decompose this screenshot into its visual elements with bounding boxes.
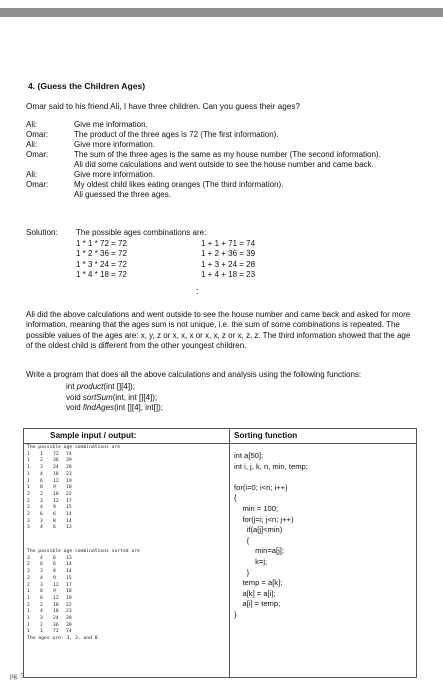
console-row <box>27 576 140 583</box>
combination-row <box>76 260 316 270</box>
console-cell: 8 <box>40 485 43 491</box>
console-row <box>27 556 140 563</box>
console-cell: 12 <box>53 595 59 601</box>
console-cell: 1 <box>40 451 43 457</box>
return-type: int <box>66 382 75 391</box>
combinations-intro: The possible ages combinations are: <box>76 228 207 237</box>
speaker: Ali: <box>26 170 38 179</box>
console-cell: 2 <box>40 622 43 628</box>
console-row <box>27 603 140 610</box>
console-cell: 18 <box>66 485 72 491</box>
sum-expression: 1 + 3 + 24 = 28 <box>201 259 256 269</box>
dialogue-row <box>26 120 426 130</box>
console-cell: 6 <box>53 562 56 568</box>
code-line: } <box>234 609 237 619</box>
dialogue-line: Give me information. <box>74 120 148 129</box>
header-divider <box>24 443 416 444</box>
column-divider <box>229 429 230 677</box>
console-cell: 1 <box>27 622 30 628</box>
ellipsis-mark: : <box>196 286 199 296</box>
console-cell: 9 <box>53 485 56 491</box>
speaker: Ali: <box>26 140 38 149</box>
console-cell: 17 <box>66 498 72 504</box>
console-cell: 18 <box>66 589 72 595</box>
console-cell: 2 <box>40 602 43 608</box>
dialogue-line: The sum of the three ages is the same as my house number (The second information). <box>74 150 381 159</box>
console-row <box>27 492 120 499</box>
console-cell: 15 <box>66 505 72 511</box>
dialogue-row <box>26 130 426 140</box>
console-cell: 1 <box>27 595 30 601</box>
speaker <box>26 160 74 170</box>
code-line: k=j; <box>234 556 268 566</box>
console-result: The ages are: 3, 3, and 8 <box>27 636 98 642</box>
console-row <box>27 525 120 532</box>
console-cell: 2 <box>27 602 30 608</box>
console-cell: 2 <box>27 575 30 581</box>
code-line: for(j=i; j<n; j++) <box>234 514 294 524</box>
task-statement: Write a program that does all the above calculations and analysis using the following functions: <box>26 370 362 379</box>
console-cell: 3 <box>40 465 43 471</box>
console-cell: 1 <box>27 609 30 615</box>
console-cell: 2 <box>27 498 30 504</box>
console-cell: 3 <box>40 616 43 622</box>
console-cell: 1 <box>27 465 30 471</box>
console-cell: 2 <box>27 582 30 588</box>
function-name: findAges <box>82 403 115 412</box>
console-row <box>27 616 140 623</box>
code-line: a[i] = temp; <box>234 599 281 609</box>
explanation-paragraph: Ali did the above calculations and went outside to see the house number and came back and asked for more information, meaning that the ages sum is not unique, i.e. the sum of some combinations is repeated. The possible values of the ages are: x, y, z or x, x, x or x, x, z or x, z, z. The third information showed that the age of the oldest child is different from the other youngest children. <box>26 310 411 351</box>
code-line: int i, j, k, n, min, temp; <box>234 461 308 471</box>
dialogue-row <box>26 150 426 160</box>
function-args: (int [][4], int[]); <box>114 403 163 412</box>
console-cell: 8 <box>53 518 56 524</box>
dialogue-line: Give more information. <box>74 170 155 179</box>
sorting-function-header: Sorting function <box>234 431 298 440</box>
console-cell: 4 <box>40 575 43 581</box>
console-cell: 4 <box>40 609 43 615</box>
console-cell: 2 <box>27 562 30 568</box>
console-cell: 1 <box>27 589 30 595</box>
dialogue-line: The product of the three ages is 72 (The first information). <box>74 130 279 139</box>
console-cell: 14 <box>66 512 72 518</box>
console-cell: 72 <box>53 629 59 635</box>
speaker: Omar: <box>26 180 49 189</box>
sum-expression: 1 + 1 + 71 = 74 <box>201 239 256 249</box>
function-prototype <box>66 393 163 404</box>
code-line: min=a[j]; <box>234 546 285 556</box>
console-cell: 6 <box>53 555 56 561</box>
dialogue <box>26 120 426 200</box>
console-cell: 12 <box>53 498 59 504</box>
console-cell: 72 <box>53 451 59 457</box>
code-line: temp = a[k]; <box>234 578 283 588</box>
console-row <box>27 472 120 479</box>
code-line: { <box>234 493 237 503</box>
speaker <box>26 190 74 200</box>
speaker: Omar: <box>26 130 49 139</box>
console-cell: 74 <box>66 629 72 635</box>
console-cell: 3 <box>27 525 30 531</box>
console-cell: 2 <box>27 491 30 497</box>
console-cell: 9 <box>53 589 56 595</box>
console-cell: 8 <box>40 589 43 595</box>
code-line: a[k] = a[i]; <box>234 588 276 598</box>
console-row <box>27 562 140 569</box>
top-rule <box>0 8 443 17</box>
function-prototype <box>66 403 163 414</box>
console-cell: 6 <box>40 478 43 484</box>
console-cell: 14 <box>66 562 72 568</box>
code-line: int a[50]; <box>234 451 264 460</box>
console-row <box>27 609 140 616</box>
console-cell: 8 <box>53 569 56 575</box>
console-cell: 13 <box>66 555 72 561</box>
speaker: Omar: <box>26 150 49 159</box>
console-cell: 12 <box>53 478 59 484</box>
sample-io-table <box>23 428 417 678</box>
console-cell: 19 <box>66 595 72 601</box>
function-name: sortSum <box>82 392 113 402</box>
function-prototype <box>66 382 163 393</box>
console-cell: 2 <box>27 512 30 518</box>
console-cell: 28 <box>66 465 72 471</box>
speaker: Ali: <box>26 120 38 129</box>
console-cell: 12 <box>53 582 59 588</box>
console-cell: 23 <box>66 471 72 477</box>
console-row <box>27 583 140 590</box>
product-expression: 1 * 4 * 18 = 72 <box>76 269 127 279</box>
console-row <box>27 569 140 576</box>
dialogue-row <box>26 180 426 190</box>
product-expression: 1 * 1 * 72 = 72 <box>76 239 127 249</box>
console-cell: 1 <box>27 478 30 484</box>
problem-intro: Omar said to his friend Ali, I have three children. Can you guess their ages? <box>26 102 300 111</box>
console-cell: 23 <box>66 609 72 615</box>
function-args: (int [][4]); <box>103 382 135 391</box>
console-cell: 1 <box>27 471 30 477</box>
console-row <box>27 596 140 603</box>
sorting-code <box>234 451 308 621</box>
function-prototypes <box>66 382 163 414</box>
console-cell: 1 <box>40 629 43 635</box>
dialogue-row <box>26 190 426 200</box>
console-cell: 1 <box>27 485 30 491</box>
console-row <box>27 465 120 472</box>
console-cell: 6 <box>53 525 56 531</box>
code-line: for(i=0; i<n; i++) <box>234 482 288 492</box>
code-line: if(a[j]<min) <box>234 525 283 535</box>
console-cell: 2 <box>40 491 43 497</box>
console-cell: 18 <box>53 491 59 497</box>
sample-io-header: Sample input / output: <box>50 431 137 440</box>
dialogue-line: Ali did some calculations and went outside to see the house number and came back. <box>74 160 374 169</box>
console-cell: 28 <box>66 616 72 622</box>
console-cell: 1 <box>27 616 30 622</box>
console-cell: 18 <box>53 609 59 615</box>
console-cell: 3 <box>40 518 43 524</box>
combination-row <box>76 249 316 259</box>
console-cell: 6 <box>40 595 43 601</box>
console-cell: 36 <box>53 458 59 464</box>
console-row <box>27 485 120 492</box>
console-cell: 3 <box>27 555 30 561</box>
dialogue-line: Ali guessed the three ages. <box>74 190 171 199</box>
function-args: (int, int [][4]); <box>112 392 158 402</box>
product-expression: 1 * 2 * 36 = 72 <box>76 249 127 259</box>
console-cell: 39 <box>66 458 72 464</box>
code-line <box>234 472 308 483</box>
console-cell: 6 <box>53 512 56 518</box>
console-cell: 13 <box>66 525 72 531</box>
console-cell: 2 <box>40 458 43 464</box>
combination-row <box>76 270 316 280</box>
console-cell: 14 <box>66 518 72 524</box>
console-cell: 4 <box>40 555 43 561</box>
code-line: min = 100; <box>234 503 279 513</box>
console-cell: 15 <box>66 575 72 581</box>
console-cell: 36 <box>53 622 59 628</box>
console-cell: 1 <box>27 629 30 635</box>
console-cell: 24 <box>53 465 59 471</box>
function-name: product <box>76 382 104 391</box>
console-output-1 <box>27 445 120 532</box>
console-cell: 6 <box>40 512 43 518</box>
page-number: pg. 5 <box>10 672 24 680</box>
console-cell: 4 <box>40 471 43 477</box>
solution-label: Solution: <box>26 228 58 237</box>
console-row <box>27 623 140 630</box>
dialogue-line: My oldest child likes eating oranges (The third information). <box>74 180 284 189</box>
console-cell: 3 <box>27 569 30 575</box>
return-type: void <box>66 403 81 412</box>
return-type: void <box>66 392 81 402</box>
code-line: { <box>234 535 250 545</box>
console-cell: 4 <box>40 525 43 531</box>
console-cell: 14 <box>66 569 72 575</box>
console-cell: 24 <box>53 616 59 622</box>
console-row <box>27 589 140 596</box>
console-cell: 9 <box>53 575 56 581</box>
console-cell: 4 <box>40 505 43 511</box>
console-cell: 3 <box>40 498 43 504</box>
product-expression: 1 * 3 * 24 = 72 <box>76 259 127 269</box>
console-cell: 19 <box>66 478 72 484</box>
sum-expression: 1 + 2 + 36 = 39 <box>201 249 256 259</box>
console-cell: 6 <box>40 562 43 568</box>
console-cell: 22 <box>66 602 72 608</box>
dialogue-row <box>26 170 426 180</box>
sum-expression: 1 + 4 + 18 = 23 <box>201 269 256 279</box>
console-cell: 2 <box>27 505 30 511</box>
console-cell: 22 <box>66 491 72 497</box>
console-cell: 1 <box>27 458 30 464</box>
combinations-block <box>76 228 316 280</box>
dialogue-row <box>26 140 426 150</box>
console-cell: 18 <box>53 602 59 608</box>
console-cell: 3 <box>27 518 30 524</box>
problem-heading: 4. (Guess the Children Ages) <box>28 81 146 91</box>
console-cell: 1 <box>27 451 30 457</box>
console-cell: 3 <box>40 569 43 575</box>
console-title-1: The possible age combinations are <box>27 445 121 450</box>
dialogue-line: Give more information. <box>74 140 155 149</box>
dialogue-row <box>26 160 426 170</box>
code-line: } <box>234 567 250 577</box>
console-cell: 17 <box>66 582 72 588</box>
console-cell: 3 <box>40 582 43 588</box>
console-cell: 74 <box>66 451 72 457</box>
console-row <box>27 512 120 519</box>
console-cell: 39 <box>66 622 72 628</box>
combination-row <box>76 239 316 249</box>
console-output-2 <box>27 549 140 643</box>
console-cell: 18 <box>53 471 59 477</box>
console-title-2: The possible age combinations sorted are <box>27 549 140 554</box>
console-cell: 9 <box>53 505 56 511</box>
